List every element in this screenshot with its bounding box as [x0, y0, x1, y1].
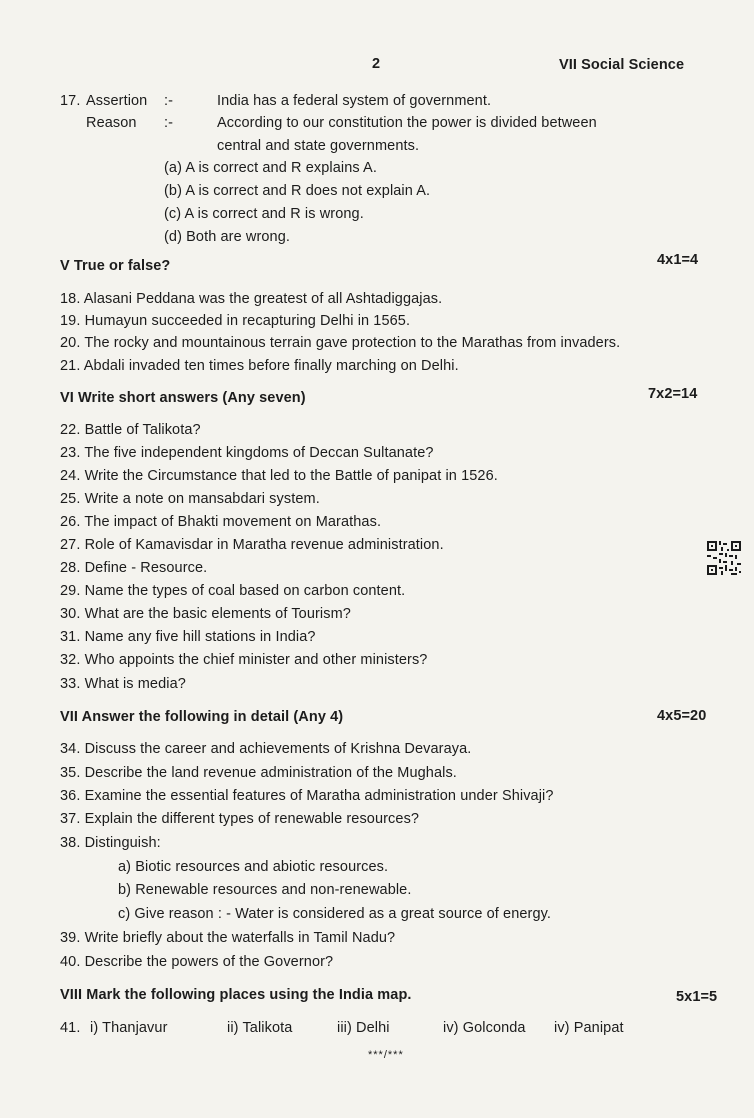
question-33: 33. What is media?: [60, 676, 186, 692]
question-32: 32. Who appoints the chief minister and other ministers?: [60, 652, 428, 668]
assertion-separator: :-: [164, 93, 174, 109]
question-38-part-a: a) Biotic resources and abiotic resources.: [118, 859, 389, 875]
question-27: 27. Role of Kamavisdar in Maratha revenue administration.: [60, 537, 444, 553]
question-28: 28. Define - Resource.: [60, 560, 208, 576]
question-36: 36. Examine the essential features of Maratha administration under Shivaji?: [60, 788, 554, 804]
question-30: 30. What are the basic elements of Tourism?: [60, 606, 351, 622]
q17-number: 17.: [60, 93, 81, 109]
section-vii-marks: 4x5=20: [657, 708, 707, 724]
question-38-part-b: b) Renewable resources and non-renewable.: [118, 882, 412, 898]
section-vi-heading: VI Write short answers (Any seven): [60, 390, 306, 406]
reason-text-line2: central and state governments.: [217, 138, 420, 154]
qr-code-icon: [707, 541, 741, 575]
question-23: 23. The five independent kingdoms of Deccan Sultanate?: [60, 445, 434, 461]
question-41-number: 41.: [60, 1020, 81, 1036]
question-25: 25. Write a note on mansabdari system.: [60, 491, 320, 507]
page-number: 2: [372, 56, 381, 72]
section-viii-marks: 5x1=5: [676, 989, 718, 1005]
section-vii-heading: VII Answer the following in detail (Any 4): [60, 709, 344, 725]
assertion-label: Assertion: [86, 93, 148, 109]
place-talikota: ii) Talikota: [227, 1020, 293, 1036]
end-marker: ***/***: [368, 1049, 404, 1061]
reason-text-line1: According to our constitution the power is divided between: [217, 115, 597, 131]
question-39: 39. Write briefly about the waterfalls in Tamil Nadu?: [60, 930, 396, 946]
question-22: 22. Battle of Talikota?: [60, 422, 201, 438]
option-c: (c) A is correct and R is wrong.: [164, 206, 364, 222]
question-35: 35. Describe the land revenue administration of the Mughals.: [60, 765, 457, 781]
section-vi-marks: 7x2=14: [648, 386, 698, 402]
place-golconda: iv) Golconda: [443, 1020, 526, 1036]
section-viii-heading: VIII Mark the following places using the India map.: [60, 987, 412, 1003]
question-31: 31. Name any five hill stations in India?: [60, 629, 316, 645]
question-26: 26. The impact of Bhakti movement on Marathas.: [60, 514, 382, 530]
question-20: 20. The rocky and mountainous terrain gave protection to the Marathas from invaders.: [60, 335, 621, 351]
question-18: 18. Alasani Peddana was the greatest of all Ashtadiggajas.: [60, 291, 443, 307]
question-40: 40. Describe the powers of the Governor?: [60, 954, 334, 970]
option-d: (d) Both are wrong.: [164, 229, 291, 245]
subject-title: VII Social Science: [559, 57, 685, 73]
question-37: 37. Explain the different types of renewable resources?: [60, 811, 420, 827]
question-34: 34. Discuss the career and achievements of Krishna Devaraya.: [60, 741, 472, 757]
option-b: (b) A is correct and R does not explain A.: [164, 183, 431, 199]
place-panipat: iv) Panipat: [554, 1020, 624, 1036]
reason-label: Reason: [86, 115, 137, 131]
question-38: 38. Distinguish:: [60, 835, 161, 851]
question-38-part-c: c) Give reason : - Water is considered as a great source of energy.: [118, 906, 552, 922]
option-a: (a) A is correct and R explains A.: [164, 160, 377, 176]
question-19: 19. Humayun succeeded in recapturing Delhi in 1565.: [60, 313, 411, 329]
place-thanjavur: i) Thanjavur: [90, 1020, 168, 1036]
reason-separator: :-: [164, 115, 174, 131]
question-29: 29. Name the types of coal based on carbon content.: [60, 583, 406, 599]
assertion-text: India has a federal system of government.: [217, 93, 492, 109]
section-v-heading: V True or false?: [60, 258, 171, 274]
question-24: 24. Write the Circumstance that led to the Battle of panipat in 1526.: [60, 468, 498, 484]
place-delhi: iii) Delhi: [337, 1020, 390, 1036]
question-21: 21. Abdali invaded ten times before finally marching on Delhi.: [60, 358, 459, 374]
section-v-marks: 4x1=4: [657, 252, 699, 268]
